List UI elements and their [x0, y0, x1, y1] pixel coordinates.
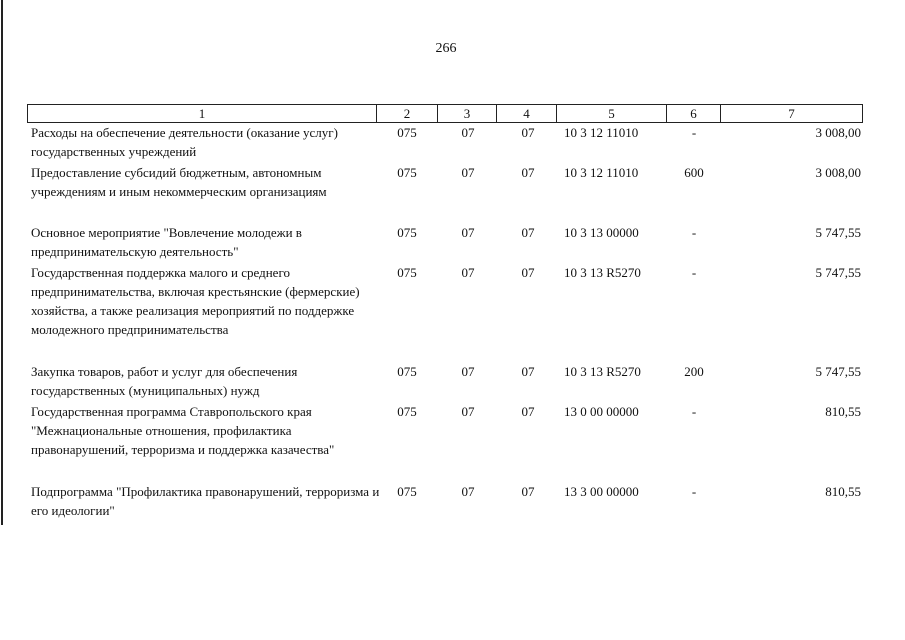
- row-section-code: 07: [461, 484, 475, 499]
- row-section-code: 07: [461, 364, 475, 379]
- page-number: 266: [435, 41, 457, 56]
- row-expense-type: -: [691, 225, 697, 240]
- table-header-row: [27, 104, 863, 123]
- budget-table: [27, 104, 863, 522]
- row-expense-type: -: [691, 404, 697, 419]
- row-expense-type: -: [691, 125, 697, 140]
- row-target-code: 10 3 13 R5270: [564, 364, 641, 379]
- row-ministry-code: 075: [397, 125, 417, 140]
- row-expense-type: -: [691, 265, 697, 280]
- row-target-code: 13 0 00 00000: [564, 404, 639, 419]
- header-col-5: 5: [556, 105, 666, 122]
- row-amount: 5 747,55: [815, 265, 861, 280]
- header-col-6: 6: [666, 105, 720, 122]
- row-subsection-code: 07: [521, 484, 535, 499]
- table-row: [27, 362, 863, 402]
- row-amount: 3 008,00: [815, 125, 861, 140]
- row-target-code: 10 3 13 R5270: [564, 265, 641, 280]
- row-target-code: 10 3 12 11010: [564, 165, 639, 180]
- row-amount: 810,55: [825, 484, 861, 499]
- table-row: [27, 482, 863, 522]
- header-col-2: 2: [376, 105, 437, 122]
- row-ministry-code: 075: [397, 165, 417, 180]
- row-target-code: 13 3 00 00000: [564, 484, 639, 499]
- row-target-code: 10 3 13 00000: [564, 225, 639, 240]
- row-amount: 810,55: [825, 404, 861, 419]
- row-name: Предоставление субсидий бюджетным, автономным учреждениям и иным некоммерческим организациям: [31, 165, 327, 199]
- header-col-3: 3: [437, 105, 496, 122]
- row-subsection-code: 07: [521, 404, 535, 419]
- table-row: [27, 223, 863, 263]
- row-section-code: 07: [461, 125, 475, 140]
- row-subsection-code: 07: [521, 265, 535, 280]
- row-expense-type: -: [691, 484, 697, 499]
- row-amount: 3 008,00: [815, 165, 861, 180]
- row-section-code: 07: [461, 165, 475, 180]
- table-row: [27, 402, 863, 482]
- row-name: Государственная поддержка малого и среднего предпринимательства, включая крестьянские (фермерские) хозяйства, а также реализация мероприятий по поддержке молодежного предпринимательства: [31, 265, 360, 337]
- row-subsection-code: 07: [521, 225, 535, 240]
- header-col-7: 7: [720, 105, 862, 122]
- row-name: Государственная программа Ставропольского края "Межнациональные отношения, профилактика правонарушений, терроризма и поддержка казачества": [31, 404, 335, 457]
- row-name: Расходы на обеспечение деятельности (оказание услуг) государственных учреждений: [31, 125, 338, 159]
- table-row: [27, 263, 863, 362]
- header-col-4: 4: [496, 105, 556, 122]
- table-row: [27, 123, 863, 163]
- header-col-1: 1: [198, 106, 206, 121]
- row-expense-type: 600: [684, 165, 704, 180]
- page-left-border: [1, 0, 3, 525]
- row-name: Основное мероприятие "Вовлечение молодежи в предпринимательскую деятельность": [31, 225, 302, 259]
- row-subsection-code: 07: [521, 165, 535, 180]
- row-expense-type: 200: [684, 364, 704, 379]
- row-ministry-code: 075: [397, 265, 417, 280]
- row-subsection-code: 07: [521, 125, 535, 140]
- row-name: Подпрограмма "Профилактика правонарушений, терроризма и его идеологии": [31, 484, 380, 518]
- row-section-code: 07: [461, 404, 475, 419]
- row-amount: 5 747,55: [815, 225, 861, 240]
- row-ministry-code: 075: [397, 364, 417, 379]
- row-target-code: 10 3 12 11010: [564, 125, 639, 140]
- row-name: Закупка товаров, работ и услуг для обеспечения государственных (муниципальных) нужд: [31, 364, 298, 398]
- row-section-code: 07: [461, 265, 475, 280]
- row-ministry-code: 075: [397, 404, 417, 419]
- row-subsection-code: 07: [521, 364, 535, 379]
- row-ministry-code: 075: [397, 225, 417, 240]
- table-row: [27, 163, 863, 223]
- row-section-code: 07: [461, 225, 475, 240]
- row-amount: 5 747,55: [815, 364, 861, 379]
- row-ministry-code: 075: [397, 484, 417, 499]
